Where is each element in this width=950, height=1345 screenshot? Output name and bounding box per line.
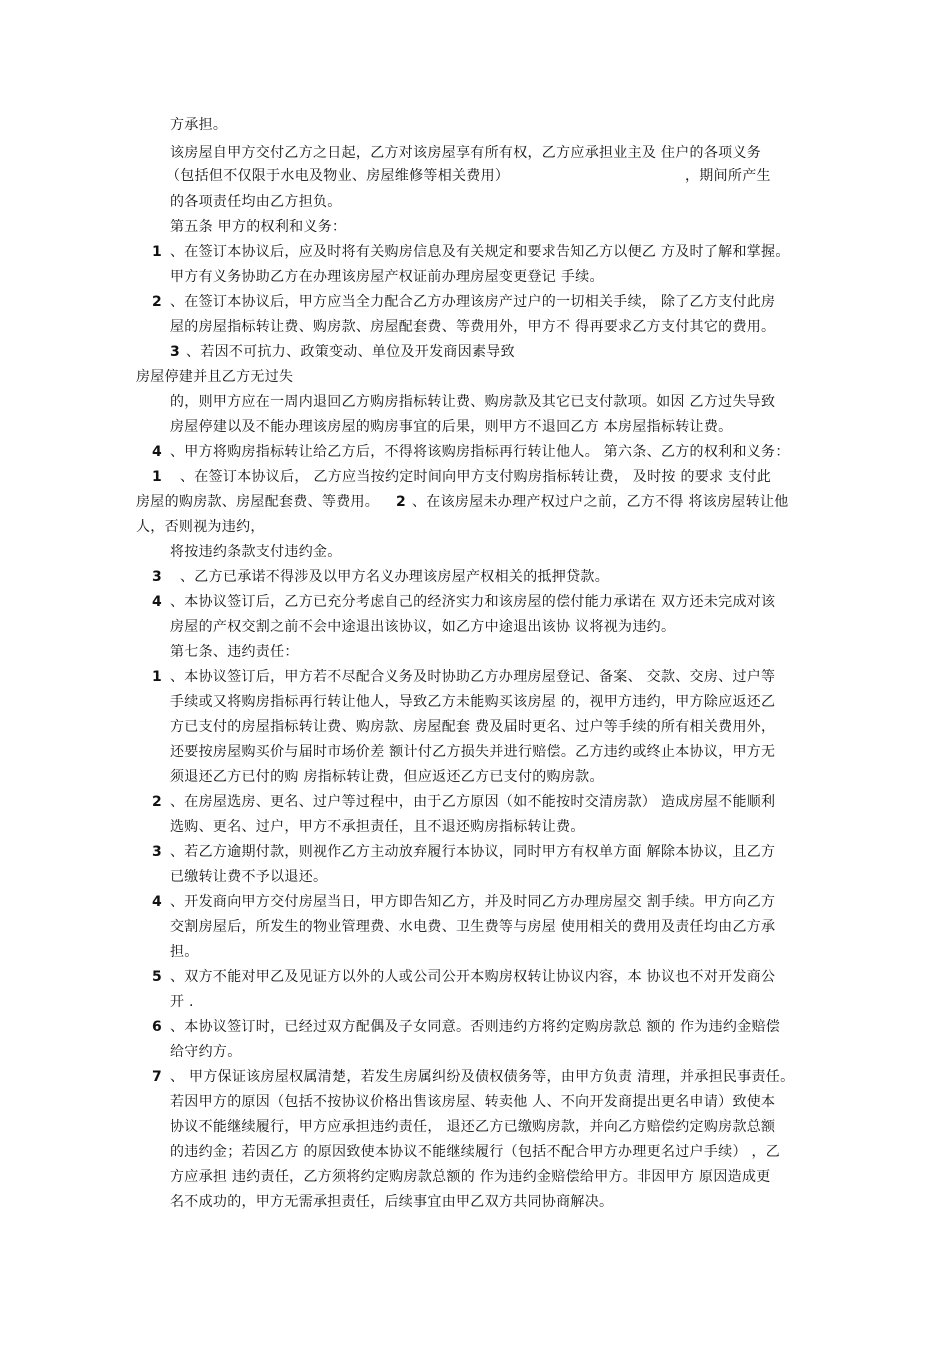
text-line: 给守约方。 bbox=[170, 1044, 242, 1060]
text-line: 、双方不能对甲乙及见证方以外的人或公司公开本购房权转让协议内容，本 协议也不对开发商公 bbox=[170, 969, 776, 985]
clause-number: 6 bbox=[152, 1019, 163, 1035]
text-line: 房屋停建以及不能办理该房屋的购房事宜的后果，则甲方不退回乙方 本房屋指标转让费。 bbox=[170, 419, 733, 435]
text-line: 、开发商向甲方交付房屋当日，甲方即告知乙方，并及时同乙方办理房屋交 割手续。甲方向乙方 bbox=[170, 894, 776, 910]
text-line: 甲方有义务协助乙方在办理该房屋产权证前办理房屋变更登记 手续。 bbox=[170, 269, 604, 285]
text-line: 手续或又将购房指标再行转让他人，导致乙方未能购买该房屋 的，视甲方违约，甲方除应返还乙 bbox=[170, 694, 776, 710]
text-line: 该房屋自甲方交付乙方之日起，乙方对该房屋享有所有权，乙方应承担业主及 住户的各项义务 bbox=[170, 145, 762, 161]
text-line: 担。 bbox=[170, 944, 199, 960]
clause-number: 3 bbox=[152, 844, 163, 860]
text-line: 的违约金；若因乙方 的原因致使本协议不能继续履行（包括不配合甲方办理更名过户手续） ，乙 bbox=[170, 1144, 781, 1160]
text-line: 名不成功的，甲方无需承担责任，后续事宜由甲乙双方共同协商解决。 bbox=[170, 1194, 614, 1210]
text-line: 、在房屋选房、更名、过户等过程中，由于乙方原因（如不能按时交清房款） 造成房屋不能顺利 bbox=[170, 794, 776, 810]
text-line: ，期间所产生 bbox=[685, 168, 771, 184]
clause-number: 3 bbox=[152, 569, 163, 585]
text-line: 方已支付的房屋指标转让费、购房款、房屋配套 费及届时更名、过户等手续的所有相关费用外， bbox=[170, 719, 776, 735]
clause-number: 7 bbox=[152, 1069, 163, 1085]
article-heading: 第五条 甲方的权利和义务： bbox=[170, 219, 347, 235]
text-line: 、甲方将购房指标转让给乙方后，不得将该购房指标再行转让他人。 第六条、乙方的权利和义务： bbox=[170, 444, 790, 460]
text-line: 方应承担 违约责任，乙方须将约定购房款总额的 作为违约金赔偿给甲方。非因甲方 原因造成更 bbox=[170, 1169, 771, 1185]
text-line: 交割房屋后，所发生的物业管理费、水电费、卫生费等与房屋 使用相关的费用及责任均由乙方承 bbox=[170, 919, 776, 935]
text-line: 若因甲方的原因（包括不按协议价格出售该房屋、转卖他 人、不向开发商提出更名申请）致使本 bbox=[170, 1094, 776, 1110]
text-line: 还要按房屋购买价与届时市场价差 额计付乙方损失并进行赔偿。乙方违约或终止本协议，甲方无 bbox=[170, 744, 776, 760]
clause-number: 4 bbox=[152, 894, 163, 910]
clause-number: 4 bbox=[152, 594, 163, 610]
text-line: 协议不能继续履行，甲方应承担违约责任， 退还乙方已缴购房款，并向乙方赔偿约定购房款总额 bbox=[170, 1119, 776, 1135]
text-line: 、若乙方逾期付款，则视作乙方主动放弃履行本协议，同时甲方有权单方面 解除本协议，且乙方 bbox=[170, 844, 776, 860]
clause-number: 2 bbox=[396, 494, 407, 510]
text-line: （包括但不仅限于水电及物业、房屋维修等相关费用） bbox=[166, 168, 510, 184]
text-line: 、本协议签订后，甲方若不尽配合义务及时协助乙方办理房屋登记、备案、 交款、交房、过户等 bbox=[170, 669, 776, 685]
text-line: 须退还乙方已付的购 房指标转让费，但应返还乙方已支付的购房款。 bbox=[170, 769, 604, 785]
clause-number: 1 bbox=[152, 469, 163, 485]
text-line: 、在签订本协议后，应及时将有关购房信息及有关规定和要求告知乙方以便乙 方及时了解和掌握。 bbox=[170, 244, 790, 260]
text-line: 、在签订本协议后， 乙方应当按约定时间向甲方支付购房指标转让费， 及时按 的要求 支付此 bbox=[180, 469, 771, 485]
text-line: 方承担。 bbox=[170, 117, 228, 133]
text-line: 、本协议签订后，乙方已充分考虑自己的经济实力和该房屋的偿付能力承诺在 双方还未完成对该 bbox=[170, 594, 776, 610]
article-heading: 第七条、违约责任： bbox=[170, 644, 299, 660]
clause-number: 2 bbox=[152, 794, 163, 810]
text-line: 房屋的产权交割之前不会中途退出该协议，如乙方中途退出该协 议将视为违约。 bbox=[170, 619, 676, 635]
text-line: 已缴转让费不予以退还。 bbox=[170, 869, 328, 885]
text-line: 将按违约条款支付违约金。 bbox=[170, 544, 342, 560]
text-line: 、乙方已承诺不得涉及以甲方名义办理该房屋产权相关的抵押贷款。 bbox=[180, 569, 609, 585]
clause-number: 5 bbox=[152, 969, 163, 985]
text-line: 、本协议签订时，已经过双方配偶及子女同意。否则违约方将约定购房款总 额的 作为违约金赔偿 bbox=[170, 1019, 781, 1035]
text-line: 房屋的购房款、房屋配套费、等费用。 bbox=[136, 494, 380, 510]
text-line: 、若因不可抗力、政策变动、单位及开发商因素导致 bbox=[186, 344, 515, 360]
text-line: 、在签订本协议后，甲方应当全力配合乙方办理该房产过户的一切相关手续， 除了乙方支付此房 bbox=[170, 294, 776, 310]
text-line: 人，否则视为违约， bbox=[136, 519, 265, 535]
clause-number: 1 bbox=[152, 244, 163, 260]
clause-number: 2 bbox=[152, 294, 163, 310]
text-line: 的各项责任均由乙方担负。 bbox=[170, 194, 342, 210]
text-line: 屋的房屋指标转让费、购房款、房屋配套费、等费用外，甲方不 得再要求乙方支付其它的费用。 bbox=[170, 319, 776, 335]
text-line: 、在该房屋未办理产权过户之前，乙方不得 将该房屋转让他 bbox=[412, 494, 789, 510]
clause-number: 3 bbox=[170, 344, 181, 360]
text-line: 房屋停建并且乙方无过失 bbox=[136, 369, 294, 385]
text-line: 开 . bbox=[170, 994, 194, 1010]
text-line: 的，则甲方应在一周内退回乙方购房指标转让费、购房款及其它已支付款项。如因 乙方过失导致 bbox=[170, 394, 776, 410]
clause-number: 4 bbox=[152, 444, 163, 460]
text-line: 、 甲方保证该房屋权属清楚，若发生房属纠纷及债权债务等，由甲方负责 清理，并承担民事责任。 bbox=[170, 1069, 795, 1085]
text-line: 选购、更名、过户，甲方不承担责任，且不退还购房指标转让费。 bbox=[170, 819, 585, 835]
clause-number: 1 bbox=[152, 669, 163, 685]
